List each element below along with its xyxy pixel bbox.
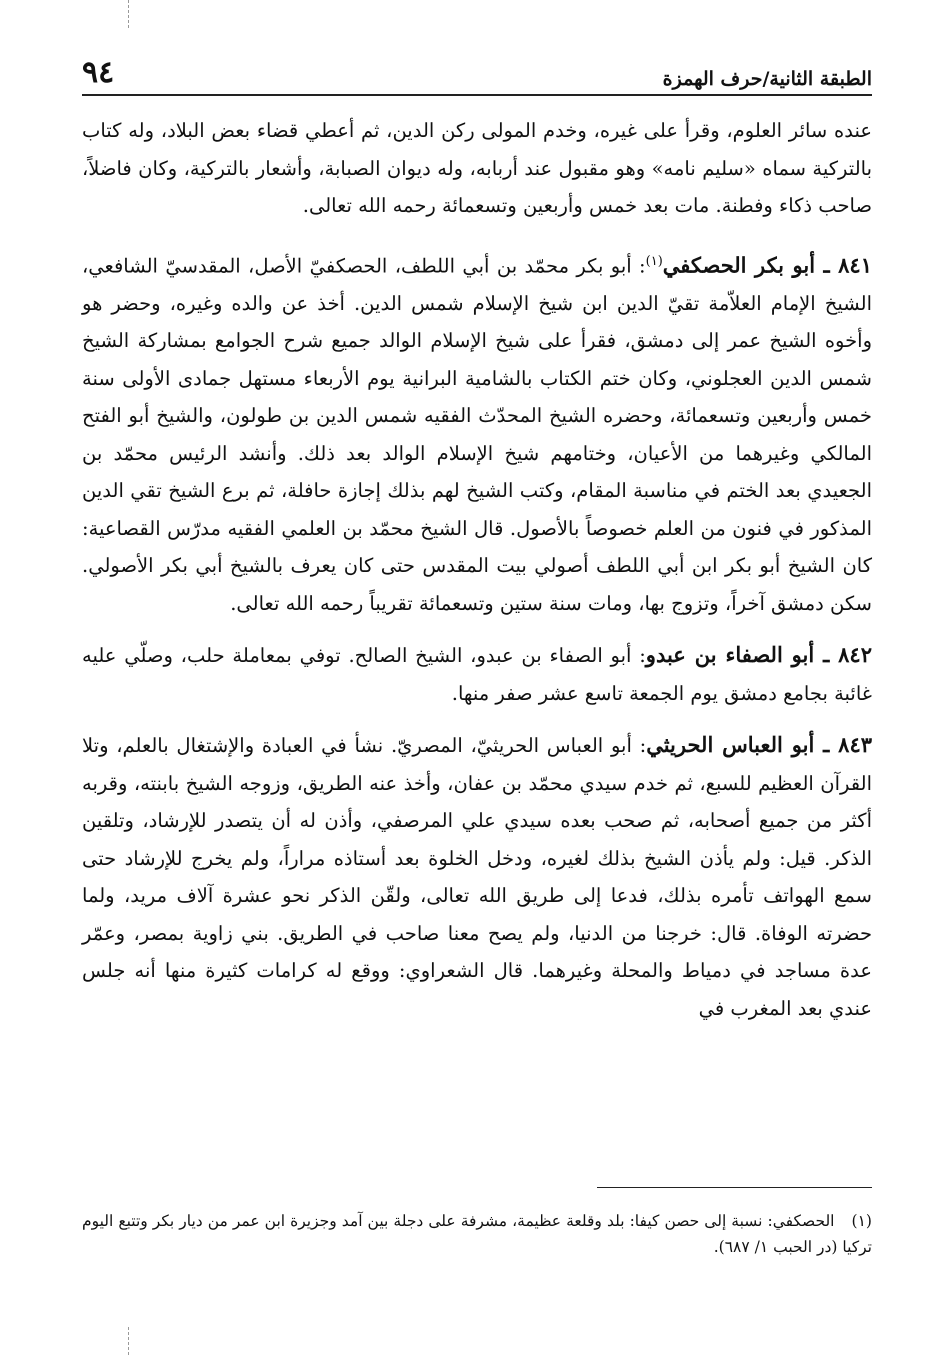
footnote-text: الحصكفي: نسبة إلى حصن كيفا: بلد وقلعة عظيمة، مشرفة على دجلة بين آمد وجزيرة ابن عمر من ديار بكر وتتبع اليوم تركيا (در الحبب ١/ ٦٨٧). [82, 1212, 872, 1256]
paragraph-continuation [82, 112, 872, 225]
entry-text: : أبو بكر محمّد بن أبي اللطف، الحصكفيّ الأصل، المقدسيّ الشافعي، الشيخ الإمام العلاّمة تقيّ الدين ابن شيخ الإسلام شمس الدين. أخذ عن والده وغيره، وحضر هو وأخوه الشيخ عمر إلى دمشق، فقرأ على شيخ الإسلام الوالد جميع شرح الجوامع بمشاركة الشيخ شمس الدين العجلوني، وكان ختم الكتاب بالشامية البرانية يوم الأربعاء مستهل جمادى الأولى سنة خمس وأربعين وتسعمائة، وحضره الشيخ المحدّث الفقيه شمس الدين بن طولون، والشيخ أبو الفتح المالكي وغيرهما من الأعيان، وختامهم شيخ الإسلام الوالد بعد ذلك. وأنشد الرئيس محمّد بن الجعيدي بعد الختم في مناسبة المقام، وكتب الشيخ لهم بذلك إجازة حافلة، ثم برع الشيخ تقي الدين المذكور في فنون من العلم خصوصاً بالأصول. قال الشيخ محمّد بن العلمي الفقيه مدرّس القصاعية: كان الشيخ أبو بكر ابن أبي اللطف أصولي بيت المقدس حتى كان يعرف بالشيخ أبي بكر الأصولي. سكن دمشق آخراً، وتزوج بها، ومات سنة ستين وتسعمائة تقريباً رحمه الله تعالى. [82, 254, 872, 615]
paragraph-text: عنده سائر العلوم، وقرأ على غيره، وخدم المولى ركن الدين، ثم أعطي قضاء بعض البلاد، وله كتاب بالتركية سماه «سليم نامه» وهو مقبول عند أربابه، وله ديوان الصبابة، وأشعار بالتركية، وكان فاضلاً، صاحب ذكاء وفطنة. مات بعد خمس وأربعين وتسعمائة رحمه الله تعالى. [82, 119, 872, 217]
crop-mark-bottom [128, 1327, 129, 1355]
page-number: ٩٤ [82, 55, 115, 90]
entry-heading: ٨٤٢ ـ أبو الصفاء بن عبدو [645, 642, 872, 667]
running-title: الطبقة الثانية/حرف الهمزة [662, 68, 872, 90]
entry-842 [82, 636, 872, 712]
page-body [82, 112, 872, 1027]
page-header [82, 50, 872, 96]
entry-heading: ٨٤٣ ـ أبو العباس الحريثي [646, 732, 873, 757]
entry-841 [82, 243, 872, 623]
entry-heading: ٨٤١ ـ أبو بكر الحصكفي [662, 252, 872, 277]
footnote-reference[interactable]: (١) [645, 253, 663, 269]
footnote-number: (١) [851, 1212, 872, 1230]
footnote-separator [597, 1187, 872, 1188]
entry-843 [82, 726, 872, 1027]
entry-text: : أبو الصفاء بن عبدو، الشيخ الصالح. توفي بمعاملة حلب، وصلّي عليه غائبة بجامع دمشق يوم الجمعة تاسع عشر صفر منها. [82, 644, 872, 705]
footnote [82, 1208, 872, 1260]
book-page [82, 50, 872, 1041]
crop-mark-top [128, 0, 129, 28]
entry-text: : أبو العباس الحريثيّ، المصريّ. نشأ في العبادة والإشتغال بالعلم، وتلا القرآن العظيم للسبع، ثم خدم سيدي محمّد بن عفان، وأخذ عنه الطريق، وزوجه الشيخ بابنته، وقربه أكثر من جميع أصحابه، ثم صحب بعده سيدي علي المرصفي، وأذن له أن يتصدر للإرشاد، وتلقين الذكر. قيل: ولم يأذن الشيخ بذلك لغيره، ودخل الخلوة بعد أستاذه مراراً، ولم يخرج للإرشاد حتى سمع الهواتف تأمره بذلك، فدعا إلى طريق الله تعالى، ولقّن الذكر نحو عشرة آلاف مريد، ولما حضرته الوفاة. قال: خرجنا من الدنيا، ولم يصح معنا صاحب في الطريق. بني زاوية بمصر، وعمّر عدة مساجد في دمياط والمحلة وغيرهما. قال الشعراوي: ووقع له كرامات كثيرة منها أنه جلس عندي بعد المغرب في [82, 734, 872, 1020]
